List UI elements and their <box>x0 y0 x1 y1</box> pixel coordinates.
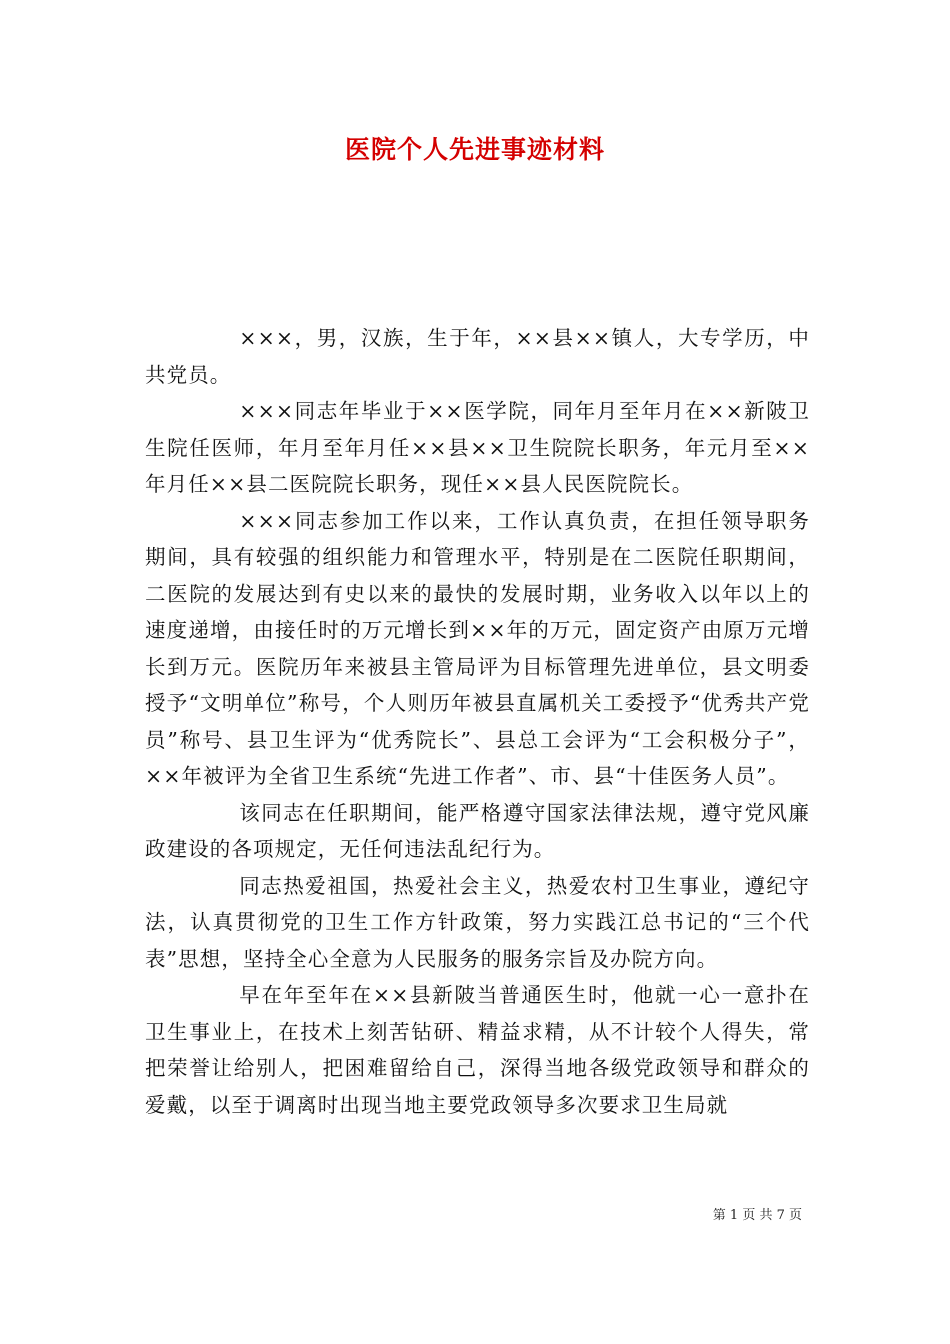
paragraph-4: 该同志在任职期间，能严格遵守国家法律法规，遵守党风廉政建设的各项规定，无任何违法乱纪行为。 <box>145 800 810 861</box>
paragraph-6: 早在年至年在××县新陂当普通医生时，他就一心一意扑在卫生事业上，在技术上刻苦钻研、精益求精，从不计较个人得失，常把荣誉让给别人，把困难留给自己，深得当地各级党政领导和群众的爱戴，以至于调离时出现当地主要党政领导多次要求卫生局就 <box>145 983 810 1117</box>
paragraph-1: ×××，男，汉族，生于年，××县××镇人，大专学历，中共党员。 <box>145 326 810 387</box>
document-title: 医院个人先进事迹材料 <box>344 135 605 164</box>
paragraph-5: 同志热爱祖国，热爱社会主义，热爱农村卫生事业，遵纪守法，认真贯彻党的卫生工作方针政策，努力实践江总书记的“三个代表”思想，坚持全心全意为人民服务的服务宗旨及办院方向。 <box>145 873 810 971</box>
paragraph-3: ×××同志参加工作以来，工作认真负责，在担任领导职务期间，具有较强的组织能力和管理水平，特别是在二医院任职期间，二医院的发展达到有史以来的最快的发展时期，业务收入以年以上的速度递增，由接任时的万元增长到××年的万元，固定资产由原万元增长到万元。医院历年来被县主管局评为目标管理先进单位，县文明委授予“文明单位”称号，个人则历年被县直属机关工委授予“优秀共产党员”称号、县卫生评为“优秀院长”、县总工会评为“工会积极分子”，××年被评为全省卫生系统“先进工作者”、市、县“十佳医务人员”。 <box>145 508 810 788</box>
document-body <box>145 320 810 1123</box>
page-number: 第 1 页 共 7 页 <box>712 1208 802 1223</box>
paragraph-2: ×××同志年毕业于××医学院，同年月至年月在××新陂卫生院任医师，年月至年月任××县××卫生院院长职务，年元月至××年月任××县二医院院长职务，现任××县人民医院院长。 <box>145 399 810 496</box>
